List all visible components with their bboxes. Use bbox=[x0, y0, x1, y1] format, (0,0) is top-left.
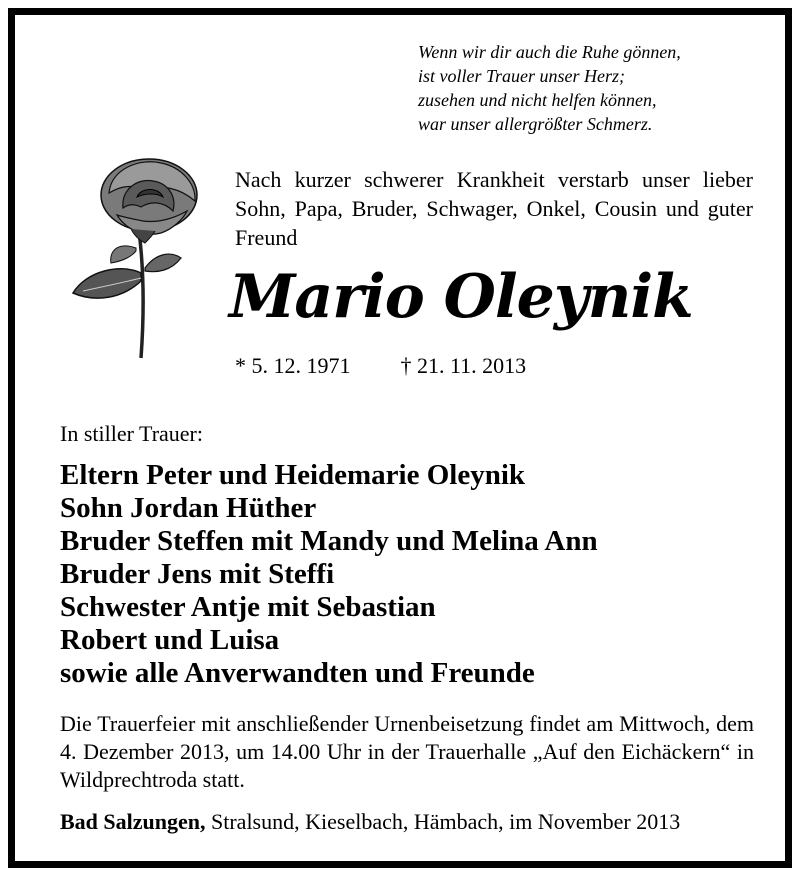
mourning-label: In stiller Trauer: bbox=[60, 421, 203, 446]
poem-line: ist voller Trauer unser Herz; bbox=[418, 66, 625, 86]
poem-line: zusehen und nicht helfen können, bbox=[418, 90, 657, 110]
life-dates bbox=[235, 353, 526, 379]
signoff-place: Bad Salzungen, bbox=[60, 809, 206, 834]
family-line: sowie alle Anverwandten und Freunde bbox=[60, 657, 535, 689]
intro-text: Nach kurzer schwerer Krankheit verstarb unser lieber Sohn, Papa, Bruder, Schwager, Onkel, Cousin und guter Freund bbox=[235, 167, 753, 250]
family-line: Bruder Jens mit Steffi bbox=[60, 558, 335, 590]
signoff bbox=[60, 809, 680, 835]
signoff-rest: Stralsund, Kieselbach, Hämbach, im November 2013 bbox=[211, 809, 681, 834]
poem bbox=[418, 40, 681, 136]
rose-icon bbox=[61, 153, 211, 363]
family-line: Robert und Luisa bbox=[60, 624, 280, 656]
family-line: Eltern Peter und Heidemarie Oleynik bbox=[60, 459, 526, 491]
family-list bbox=[60, 459, 598, 690]
poem-line: Wenn wir dir auch die Ruhe gönnen, bbox=[418, 42, 681, 62]
deceased-name: Mario Oleynik bbox=[229, 262, 693, 332]
death-date: † 21. 11. 2013 bbox=[400, 353, 527, 378]
birth-date: * 5. 12. 1971 bbox=[235, 353, 351, 378]
family-line: Schwester Antje mit Sebastian bbox=[60, 591, 436, 623]
family-line: Bruder Steffen mit Mandy und Melina Ann bbox=[60, 525, 598, 557]
family-line: Sohn Jordan Hüther bbox=[60, 492, 317, 524]
obituary-notice bbox=[8, 8, 792, 868]
funeral-details: Die Trauerfeier mit anschließender Urnenbeisetzung findet am Mittwoch, dem 4. Dezember 2013, um 14.00 Uhr in der Trauerhalle „Auf den Eichäckern“ in Wildprechtroda statt. bbox=[60, 711, 754, 792]
poem-line: war unser allergrößter Schmerz. bbox=[418, 114, 653, 134]
